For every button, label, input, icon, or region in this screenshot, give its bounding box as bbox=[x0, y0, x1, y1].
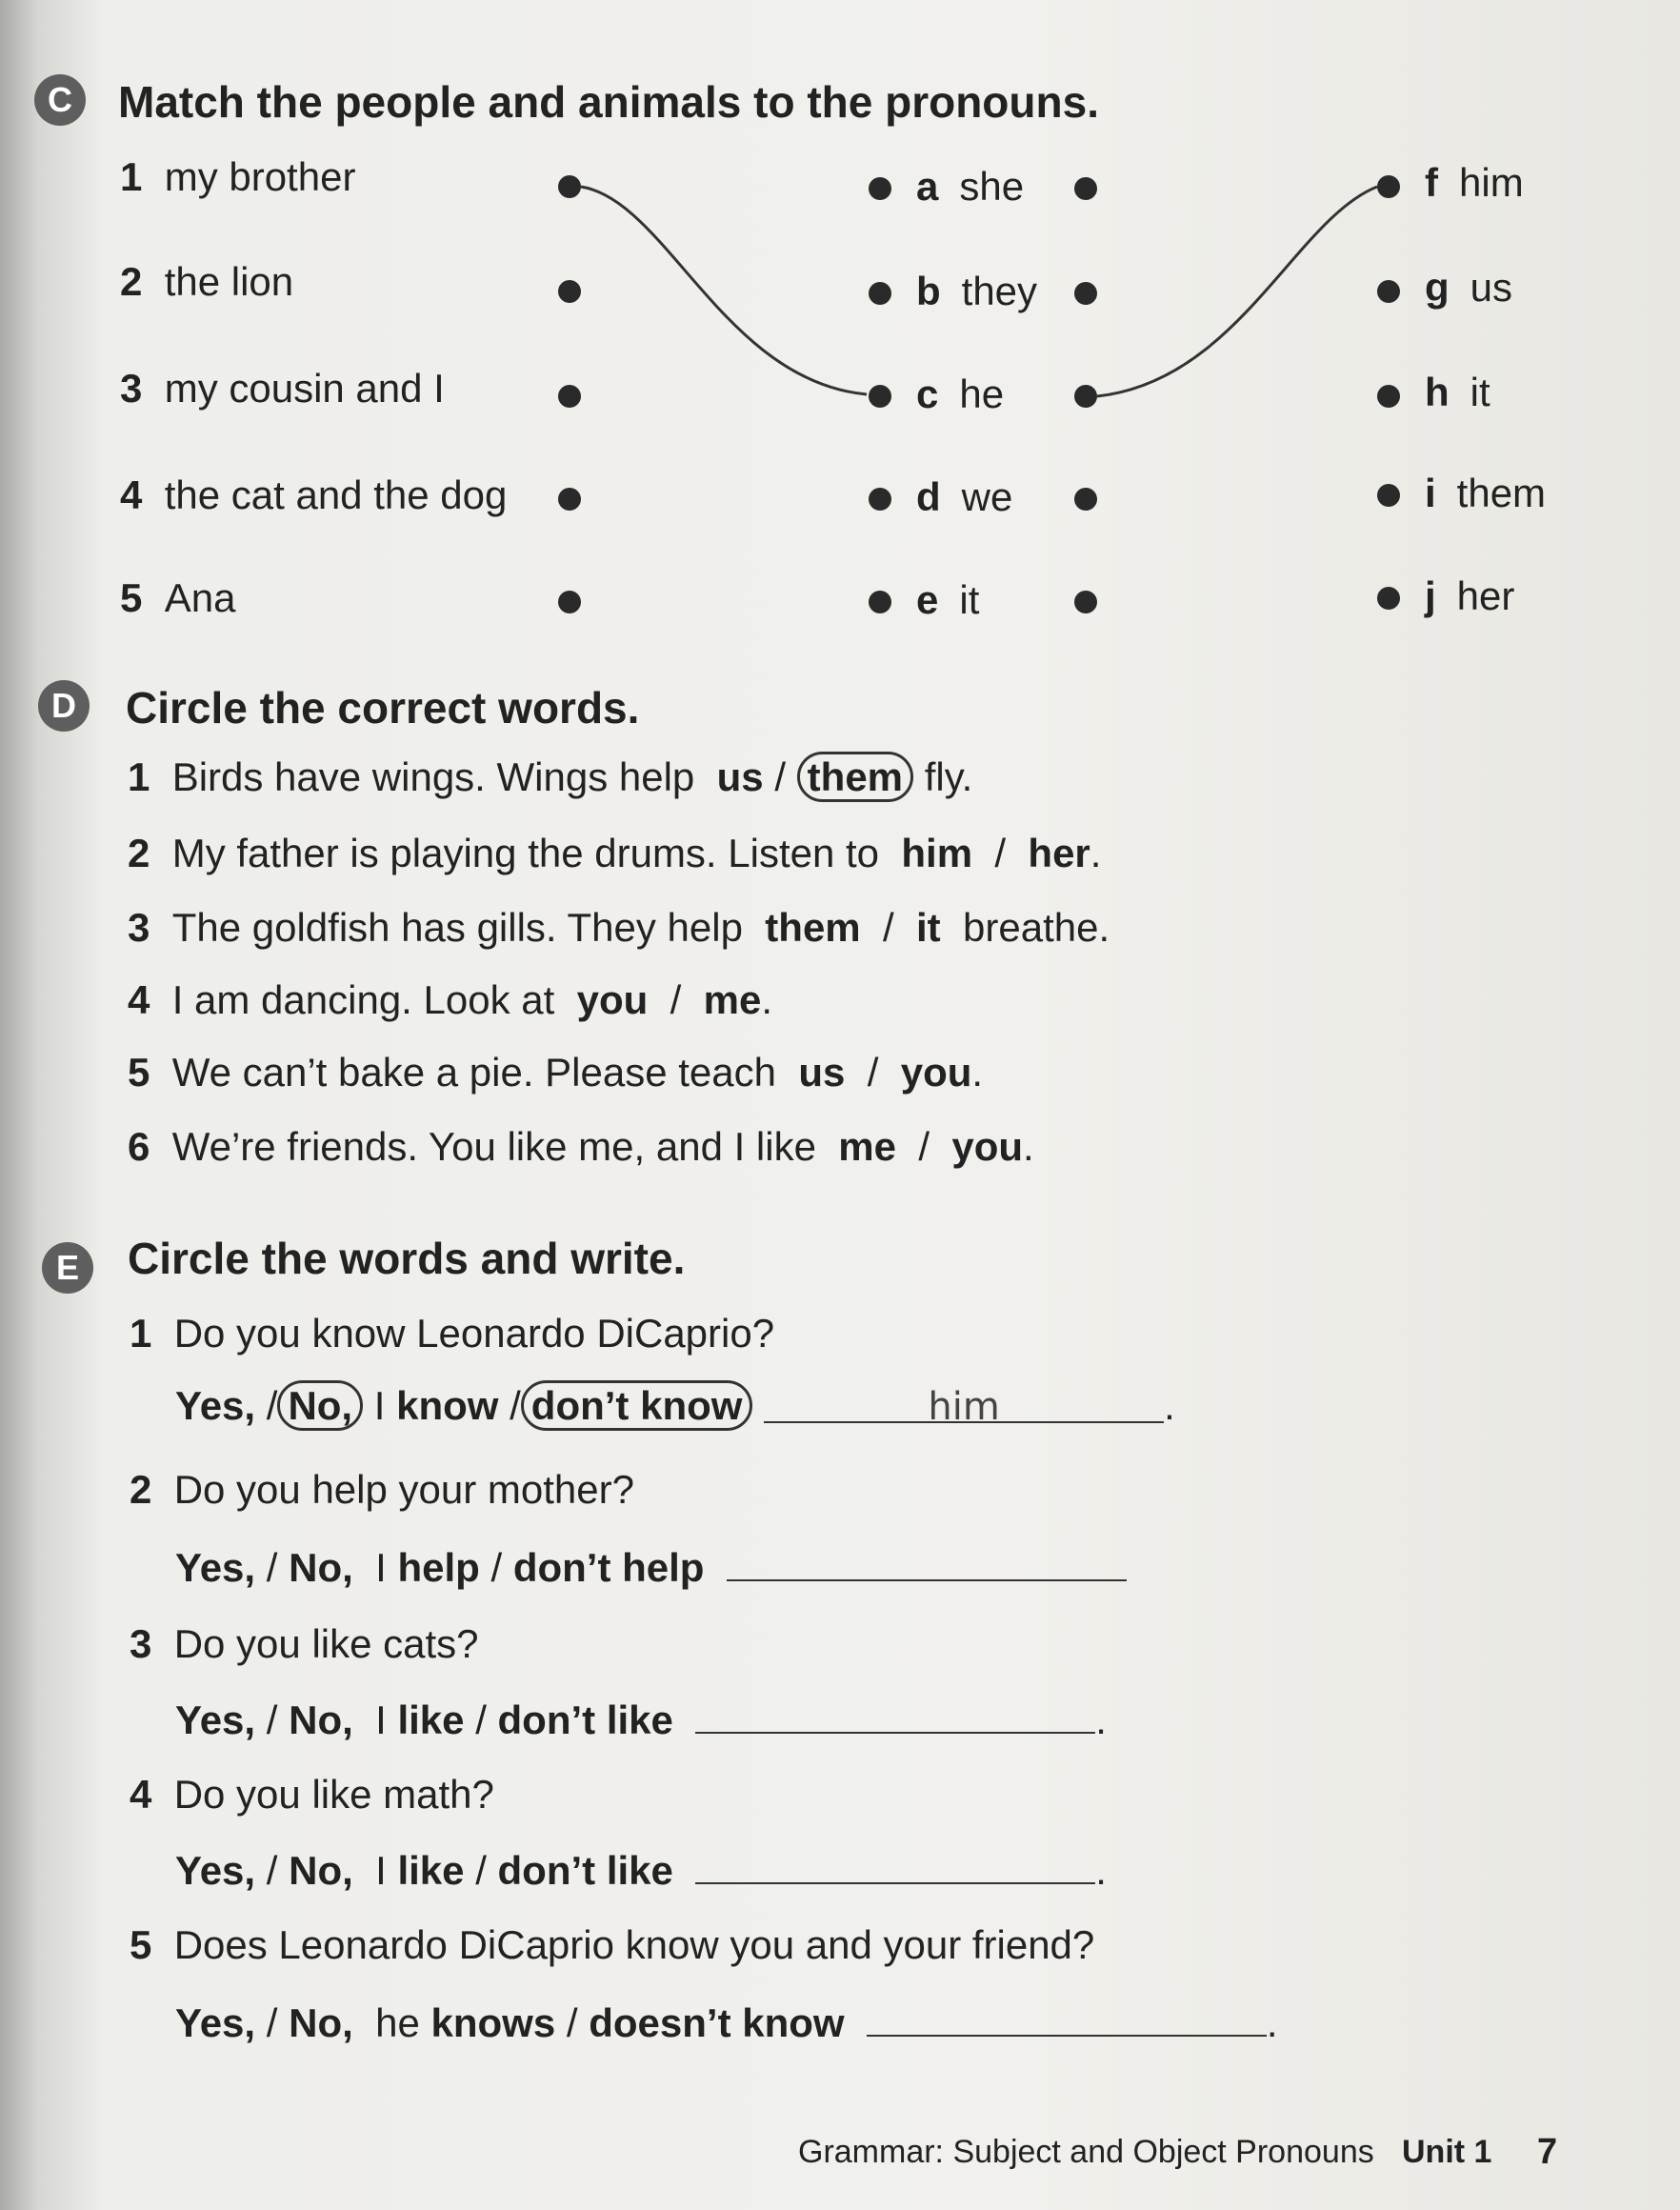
option-you[interactable]: you bbox=[576, 977, 649, 1022]
option-her[interactable]: her bbox=[1028, 831, 1090, 875]
answer-blank[interactable] bbox=[695, 1694, 1095, 1734]
section-e-badge: E bbox=[42, 1242, 93, 1294]
match-left-item: 1 my brother bbox=[120, 154, 356, 199]
option-it[interactable]: it bbox=[916, 905, 941, 950]
match-middle-item: e it bbox=[916, 577, 980, 622]
option-you[interactable]: you bbox=[951, 1124, 1024, 1169]
option-yes[interactable]: Yes, bbox=[175, 1698, 256, 1742]
page-number: 7 bbox=[1537, 2132, 1558, 2172]
match-left-item: 5 Ana bbox=[120, 575, 236, 620]
exercise-e-question: 2 Do you help your mother? bbox=[130, 1467, 634, 1512]
exercise-e-question: 1 Do you know Leonardo DiCaprio? bbox=[130, 1311, 775, 1356]
match-left-item: 2 the lion bbox=[120, 259, 294, 304]
exercise-e-question: 4 Do you like math? bbox=[130, 1772, 494, 1817]
exercise-d-item: 6 We’re friends. You like me, and I like me / you. bbox=[128, 1124, 1034, 1169]
footer-topic: Grammar: Subject and Object Pronouns bbox=[798, 2134, 1374, 2170]
option-know[interactable]: know bbox=[396, 1383, 499, 1428]
option-like[interactable]: like bbox=[397, 1848, 465, 1893]
option-yes[interactable]: Yes, bbox=[175, 1848, 256, 1893]
option-no[interactable]: No, bbox=[289, 1698, 353, 1742]
match-right-item: j her bbox=[1425, 573, 1515, 618]
match-left-item: 3 my cousin and I bbox=[120, 366, 445, 411]
match-right-item: i them bbox=[1425, 471, 1547, 515]
option-him[interactable]: him bbox=[901, 831, 973, 875]
section-d-badge: D bbox=[38, 680, 90, 732]
match-right-item: h it bbox=[1425, 370, 1490, 414]
matching-lines bbox=[0, 0, 1680, 762]
match-left-item: 4 the cat and the dog bbox=[120, 472, 508, 517]
option-no[interactable]: No, bbox=[289, 2000, 353, 2045]
exercise-e-question: 5 Does Leonardo DiCaprio know you and your friend? bbox=[130, 1922, 1095, 1967]
option-knows[interactable]: knows bbox=[430, 2000, 556, 2045]
section-e-heading: Circle the words and write. bbox=[128, 1234, 686, 1283]
option-them-circled[interactable]: them bbox=[797, 752, 913, 802]
section-c-badge: C bbox=[34, 74, 86, 126]
option-you[interactable]: you bbox=[900, 1050, 972, 1095]
option-dont-help[interactable]: don’t help bbox=[512, 1545, 705, 1590]
answer-blank[interactable] bbox=[727, 1541, 1127, 1581]
option-them[interactable]: them bbox=[765, 905, 861, 950]
exercise-e-answer-line: Yes, / No, I help / don’t help bbox=[175, 1541, 1127, 1591]
match-line-1-c bbox=[581, 187, 867, 394]
answer-blank[interactable]: him bbox=[764, 1383, 1164, 1423]
exercise-e-answer-line: Yes, / No, he knows / doesn’t know . bbox=[175, 1997, 1278, 2046]
exercise-e-answer-line: Yes, / No, I know / don’t know him . bbox=[175, 1383, 1175, 1429]
exercise-d-item: 1 Birds have wings. Wings help us / them fly. bbox=[128, 754, 972, 800]
exercise-e-answer-line: Yes, / No, I like / don’t like . bbox=[175, 1844, 1107, 1894]
exercise-d-item: 3 The goldfish has gills. They help them / it breathe. bbox=[128, 905, 1110, 950]
exercise-e-question: 3 Do you like cats? bbox=[130, 1621, 479, 1666]
option-no[interactable]: No, bbox=[289, 1848, 353, 1893]
match-middle-item: c he bbox=[916, 372, 1005, 416]
exercise-d-item: 4 I am dancing. Look at you / me. bbox=[128, 977, 773, 1022]
option-like[interactable]: like bbox=[397, 1698, 465, 1742]
answer-blank[interactable] bbox=[695, 1844, 1095, 1884]
option-us[interactable]: us bbox=[716, 754, 764, 799]
option-dont-like[interactable]: don’t like bbox=[497, 1698, 673, 1742]
option-me[interactable]: me bbox=[838, 1124, 896, 1169]
option-yes[interactable]: Yes, bbox=[175, 1383, 256, 1428]
option-no[interactable]: No, bbox=[289, 1545, 353, 1590]
match-right-item: f him bbox=[1425, 160, 1524, 205]
match-middle-item: b they bbox=[916, 269, 1038, 313]
match-middle-item: a she bbox=[916, 164, 1025, 209]
section-c-heading: Match the people and animals to the pronouns. bbox=[118, 77, 1099, 127]
option-us[interactable]: us bbox=[798, 1050, 846, 1095]
exercise-d-item: 2 My father is playing the drums. Listen to him / her. bbox=[128, 831, 1102, 875]
footer-unit: Unit 1 bbox=[1402, 2134, 1492, 2170]
match-right-item: g us bbox=[1425, 265, 1513, 310]
answer-blank[interactable] bbox=[867, 1997, 1267, 2037]
exercise-e-answer-line: Yes, / No, I like / don’t like . bbox=[175, 1694, 1107, 1743]
option-dont-know-circled[interactable]: don’t know bbox=[521, 1380, 753, 1431]
section-d-heading: Circle the correct words. bbox=[126, 683, 640, 733]
option-yes[interactable]: Yes, bbox=[175, 2000, 256, 2045]
option-help[interactable]: help bbox=[397, 1545, 480, 1590]
option-no-circled[interactable]: No, bbox=[277, 1380, 363, 1431]
match-middle-item: d we bbox=[916, 474, 1013, 519]
exercise-d-item: 5 We can’t bake a pie. Please teach us / you. bbox=[128, 1050, 984, 1095]
option-yes[interactable]: Yes, bbox=[175, 1545, 256, 1590]
option-dont-like[interactable]: don’t like bbox=[497, 1848, 673, 1893]
match-line-c-f bbox=[1097, 187, 1377, 396]
option-doesnt-know[interactable]: doesn’t know bbox=[589, 2000, 845, 2045]
option-me[interactable]: me bbox=[703, 977, 762, 1022]
